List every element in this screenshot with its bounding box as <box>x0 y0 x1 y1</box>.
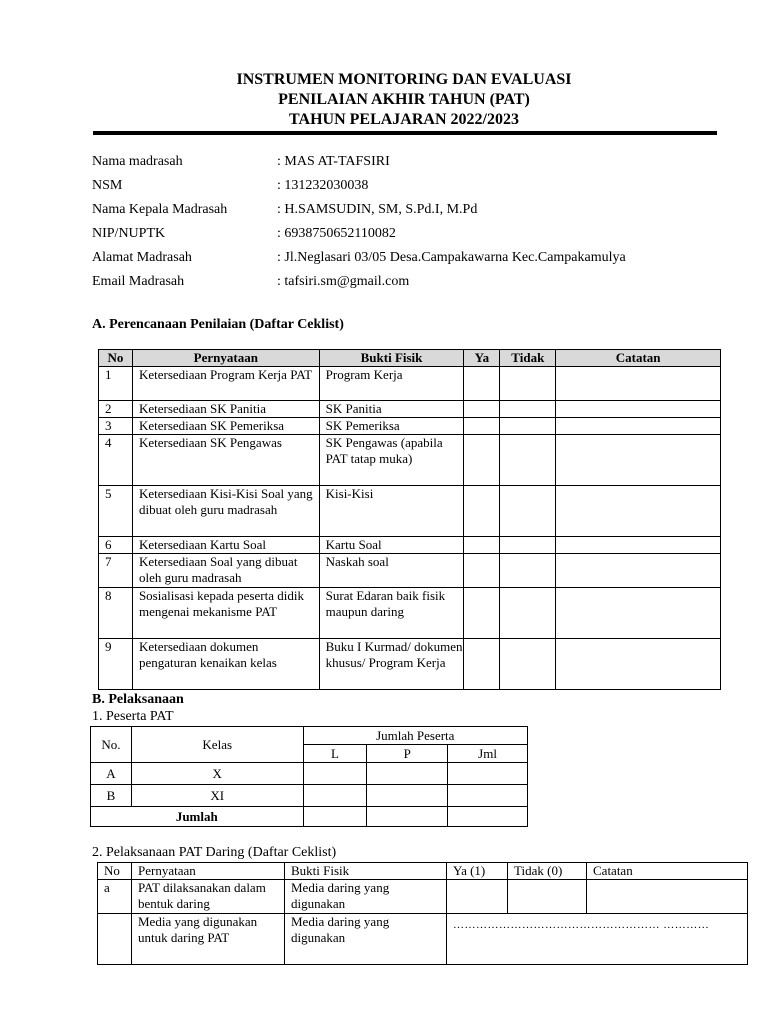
peserta-jml-header: Jml <box>448 745 528 763</box>
col-tidak-header: Tidak <box>500 350 556 367</box>
row-pernyataan: Ketersediaan Soal yang dibuat oleh guru madrasah <box>132 554 319 588</box>
table-row <box>91 763 528 785</box>
table-row <box>99 367 721 401</box>
row-no: 7 <box>99 554 133 588</box>
daring-tidak-cell[interactable] <box>508 880 587 914</box>
ya-cell[interactable] <box>464 588 500 639</box>
header-rule <box>93 131 717 135</box>
daring-no-header: No <box>98 863 132 880</box>
tidak-cell[interactable] <box>500 486 556 537</box>
doc-title-line-1: INSTRUMEN MONITORING DAN EVALUASI <box>236 71 572 88</box>
ya-cell[interactable] <box>464 554 500 588</box>
daring-catatan-cell[interactable] <box>587 880 748 914</box>
identity-value: : 6938750652110082 <box>277 226 396 241</box>
catatan-cell[interactable] <box>556 486 721 537</box>
section-b-title: B. Pelaksanaan <box>92 692 184 707</box>
tidak-cell[interactable] <box>500 639 556 690</box>
peserta-row-no: A <box>91 763 132 785</box>
row-no: 5 <box>99 486 133 537</box>
table-row <box>99 435 721 486</box>
peserta-total-label: Jumlah <box>91 807 304 827</box>
ya-cell[interactable] <box>464 418 500 435</box>
table-row <box>99 537 721 554</box>
identity-value: : H.SAMSUDIN, SM, S.Pd.I, M.Pd <box>277 202 478 217</box>
identity-label: Alamat Madrasah <box>92 250 192 265</box>
ya-cell[interactable] <box>464 537 500 554</box>
row-pernyataan: Ketersediaan SK Pemeriksa <box>132 418 319 435</box>
doc-title-line-3: TAHUN PELAJARAN 2022/2023 <box>289 111 519 128</box>
daring-row-no <box>98 914 132 965</box>
catatan-cell[interactable] <box>556 554 721 588</box>
peserta-total-p[interactable] <box>367 807 448 827</box>
peserta-jml-cell[interactable] <box>448 785 528 807</box>
catatan-cell[interactable] <box>556 401 721 418</box>
identity-value: : tafsiri.sm@gmail.com <box>277 274 410 289</box>
row-no: 6 <box>99 537 133 554</box>
row-pernyataan: Sosialisasi kepada peserta didik mengenai mekanisme PAT <box>132 588 319 639</box>
table-row <box>91 785 528 807</box>
daring-tidak-header: Tidak (0) <box>508 863 587 880</box>
daring-row-bukti: Media daring yang digunakan <box>285 914 447 965</box>
peserta-l-header: L <box>303 745 367 763</box>
row-bukti-fisik: Kisi-Kisi <box>319 486 464 537</box>
table-row <box>98 880 748 914</box>
row-pernyataan: Ketersediaan Kisi-Kisi Soal yang dibuat oleh guru madrasah <box>132 486 319 537</box>
catatan-cell[interactable] <box>556 537 721 554</box>
ya-cell[interactable] <box>464 639 500 690</box>
row-pernyataan: Ketersediaan Kartu Soal <box>132 537 319 554</box>
tidak-cell[interactable] <box>500 367 556 401</box>
col-ya-header: Ya <box>464 350 500 367</box>
col-pernyataan-header: Pernyataan <box>132 350 319 367</box>
daring-row-pernyataan: Media yang digunakan untuk daring PAT <box>132 914 285 965</box>
row-pernyataan: Ketersediaan Program Kerja PAT <box>132 367 319 401</box>
peserta-kelas-header: Kelas <box>131 727 303 763</box>
tidak-cell[interactable] <box>500 435 556 486</box>
row-bukti-fisik: Kartu Soal <box>319 537 464 554</box>
ya-cell[interactable] <box>464 486 500 537</box>
tidak-cell[interactable] <box>500 588 556 639</box>
row-no: 9 <box>99 639 133 690</box>
identity-label: Nama madrasah <box>92 154 183 169</box>
daring-table <box>97 862 748 965</box>
identity-label: NIP/NUPTK <box>92 226 166 241</box>
daring-row-pernyataan: PAT dilaksanakan dalam bentuk daring <box>132 880 285 914</box>
row-no: 4 <box>99 435 133 486</box>
row-pernyataan: Ketersediaan SK Panitia <box>132 401 319 418</box>
row-no: 8 <box>99 588 133 639</box>
table-row <box>99 588 721 639</box>
table-row <box>99 418 721 435</box>
catatan-cell[interactable] <box>556 418 721 435</box>
ya-cell[interactable] <box>464 401 500 418</box>
identity-value: : Jl.Neglasari 03/05 Desa.Campakawarna Kec.Campakamulya <box>277 250 626 265</box>
row-no: 1 <box>99 367 133 401</box>
table-row <box>99 639 721 690</box>
tidak-cell[interactable] <box>500 418 556 435</box>
table-row <box>99 401 721 418</box>
daring-ya-header: Ya (1) <box>447 863 508 880</box>
section-b1-title: 1. Peserta PAT <box>92 709 174 724</box>
checklist-table-a <box>98 349 721 690</box>
section-a-title: A. Perencanaan Penilaian (Daftar Ceklist) <box>92 317 344 332</box>
peserta-table <box>90 726 528 827</box>
daring-bukti-header: Bukti Fisik <box>285 863 447 880</box>
col-catatan-header: Catatan <box>556 350 721 367</box>
ya-cell[interactable] <box>464 435 500 486</box>
row-bukti-fisik: Naskah soal <box>319 554 464 588</box>
identity-label: Email Madrasah <box>92 274 185 289</box>
row-no: 3 <box>99 418 133 435</box>
daring-dotted-fill[interactable]: ……………………………………………… ………… <box>447 914 748 965</box>
col-bukti-header: Bukti Fisik <box>319 350 464 367</box>
identity-value: : 131232030038 <box>277 178 369 193</box>
row-bukti-fisik: Surat Edaran baik fisik maupun daring <box>319 588 464 639</box>
section-b2-title: 2. Pelaksanaan PAT Daring (Daftar Ceklist) <box>92 845 337 860</box>
ya-cell[interactable] <box>464 367 500 401</box>
daring-ya-cell[interactable] <box>447 880 508 914</box>
tidak-cell[interactable] <box>500 554 556 588</box>
row-no: 2 <box>99 401 133 418</box>
catatan-cell[interactable] <box>556 588 721 639</box>
peserta-row-kelas: XI <box>131 785 303 807</box>
peserta-row-kelas: X <box>131 763 303 785</box>
peserta-l-cell[interactable] <box>303 763 367 785</box>
catatan-cell[interactable] <box>556 639 721 690</box>
doc-title-line-2: PENILAIAN AKHIR TAHUN (PAT) <box>278 91 530 108</box>
peserta-row-no: B <box>91 785 132 807</box>
tidak-cell[interactable] <box>500 401 556 418</box>
row-bukti-fisik: Buku I Kurmad/ dokumen khusus/ Program Kerja <box>319 639 464 690</box>
row-bukti-fisik: SK Pemeriksa <box>319 418 464 435</box>
table-row <box>91 807 528 827</box>
peserta-p-cell[interactable] <box>367 763 448 785</box>
peserta-jumlah-header: Jumlah Peserta <box>303 727 527 745</box>
peserta-total-jml[interactable] <box>448 807 528 827</box>
peserta-p-cell[interactable] <box>367 785 448 807</box>
peserta-jml-cell[interactable] <box>448 763 528 785</box>
daring-pernyataan-header: Pernyataan <box>132 863 285 880</box>
peserta-l-cell[interactable] <box>303 785 367 807</box>
identity-label: Nama Kepala Madrasah <box>92 202 228 217</box>
daring-row-bukti: Media daring yang digunakan <box>285 880 447 914</box>
table-row <box>99 554 721 588</box>
row-bukti-fisik: SK Pengawas (apabila PAT tatap muka) <box>319 435 464 486</box>
table-row <box>99 486 721 537</box>
row-bukti-fisik: Program Kerja <box>319 367 464 401</box>
row-bukti-fisik: SK Panitia <box>319 401 464 418</box>
tidak-cell[interactable] <box>500 537 556 554</box>
row-pernyataan: Ketersediaan dokumen pengaturan kenaikan kelas <box>132 639 319 690</box>
peserta-p-header: P <box>367 745 448 763</box>
row-pernyataan: Ketersediaan SK Pengawas <box>132 435 319 486</box>
identity-label: NSM <box>92 178 123 193</box>
catatan-cell[interactable] <box>556 435 721 486</box>
table-row <box>98 914 748 965</box>
daring-row-no: a <box>98 880 132 914</box>
peserta-no-header: No. <box>91 727 132 763</box>
col-no-header: No <box>99 350 133 367</box>
daring-catatan-header: Catatan <box>587 863 748 880</box>
catatan-cell[interactable] <box>556 367 721 401</box>
peserta-total-l[interactable] <box>303 807 367 827</box>
identity-value: : MAS AT-TAFSIRI <box>277 154 390 169</box>
